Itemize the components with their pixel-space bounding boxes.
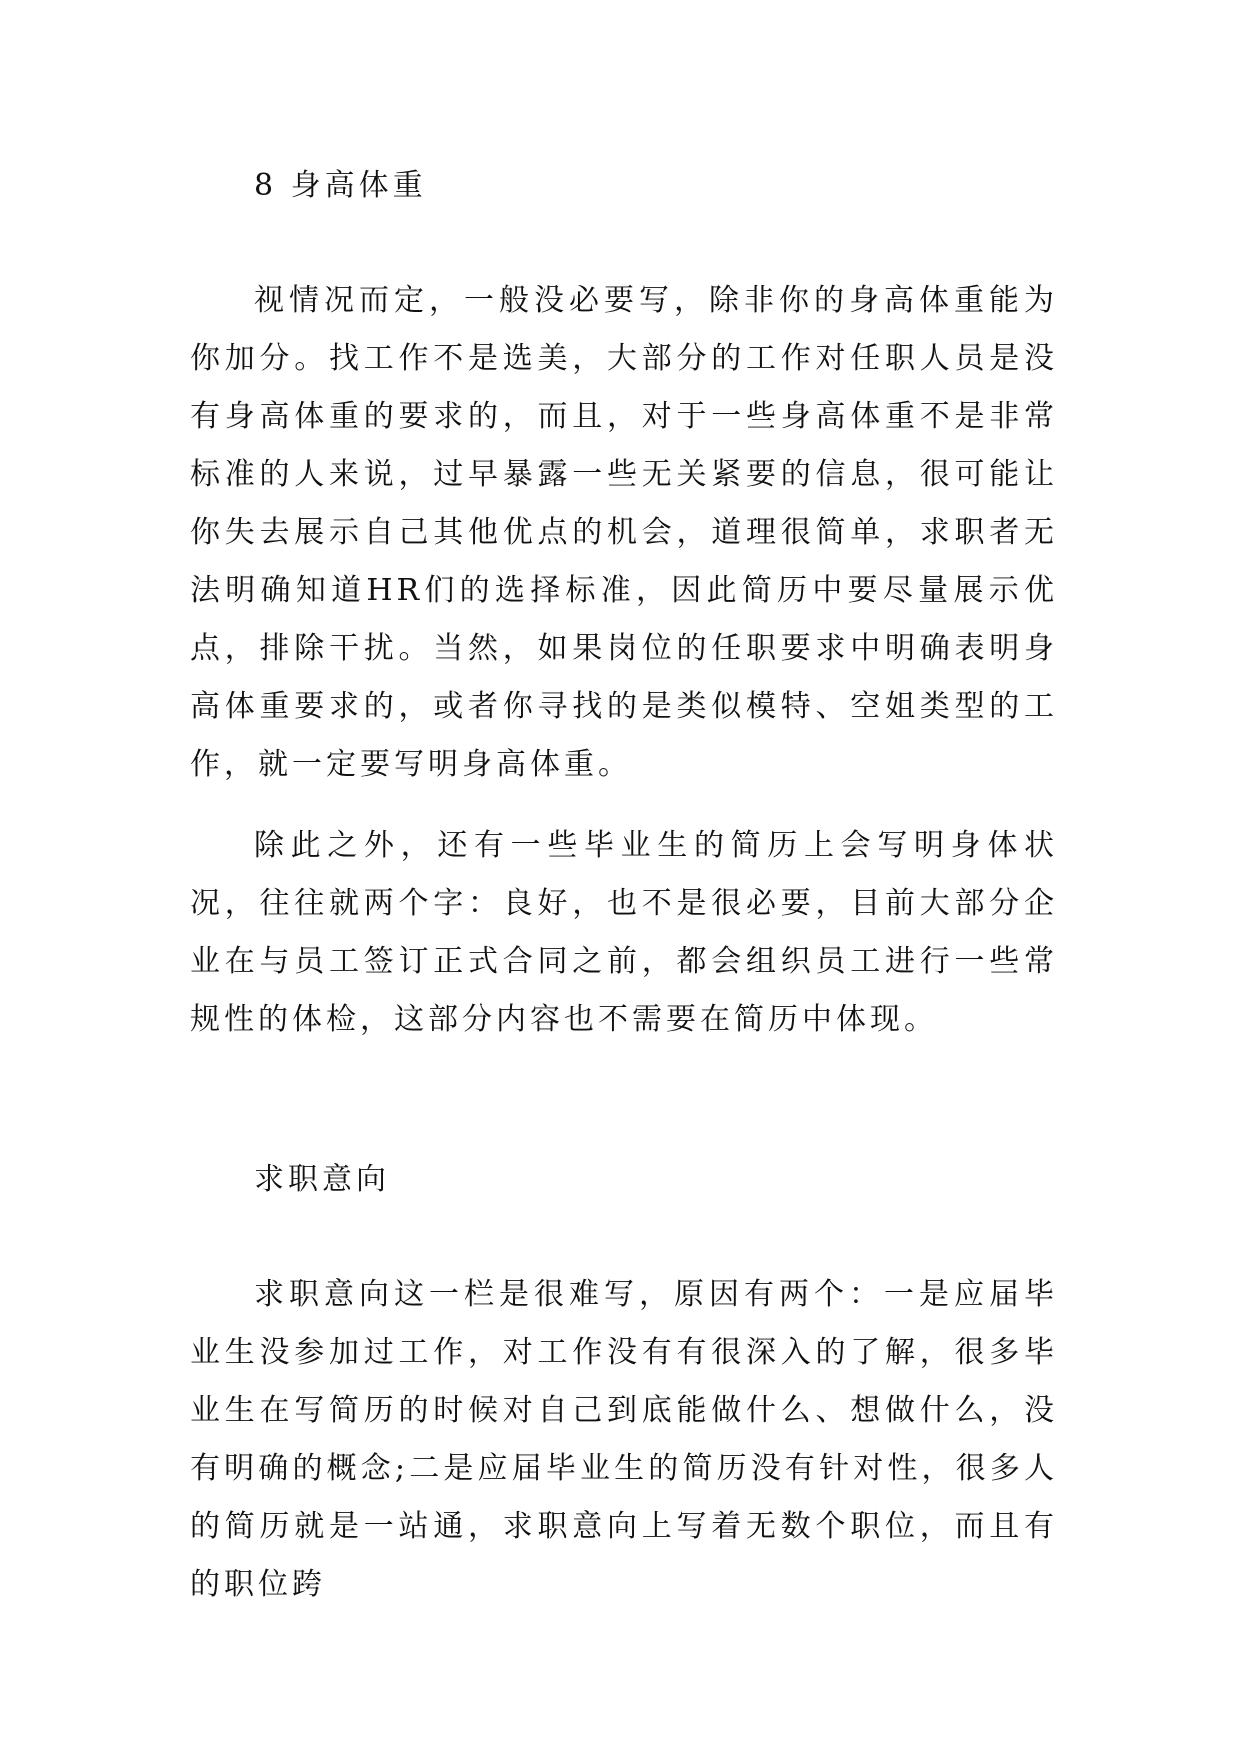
paragraph-job-intention: 求职意向这一栏是很难写，原因有两个：一是应届毕业生没参加过工作，对工作没有有很深入的了解，很多毕业生在写简历的时候对自己到底能做什么、想做什么，没有明确的概念;二是应届毕业生的简历没有针对性，很多人的简历就是一站通，求职意向上写着无数个职位，而且有的职位跨 [190, 1277, 1058, 1602]
section-heading-height-weight: 8 身高体重 [254, 168, 427, 203]
paragraph-height-weight: 视情况而定，一般没必要写，除非你的身高体重能为你加分。找工作不是选美，大部分的工作对任职人员是没有身高体重的要求的，而且，对于一些身高体重不是非常标准的人来说，过早暴露一些无关紧要的信息，很可能让你失去展示自己其他优点的机会，道理很简单，求职者无法明确知道HR们的选择标准，因此简历中要尽量展示优点，排除干扰。当然，如果岗位的任职要求中明确表明身高体重要求的，或者你寻找的是类似模特、空姐类型的工作，就一定要写明身高体重。 [190, 283, 1058, 782]
section-heading-job-intention: 求职意向 [254, 1162, 390, 1197]
paragraph-health: 除此之外，还有一些毕业生的简历上会写明身体状况，往往就两个字：良好，也不是很必要，目前大部分企业在与员工签订正式合同之前，都会组织员工进行一些常规性的体检，这部分内容也不需要在简历中体现。 [190, 828, 1058, 1037]
